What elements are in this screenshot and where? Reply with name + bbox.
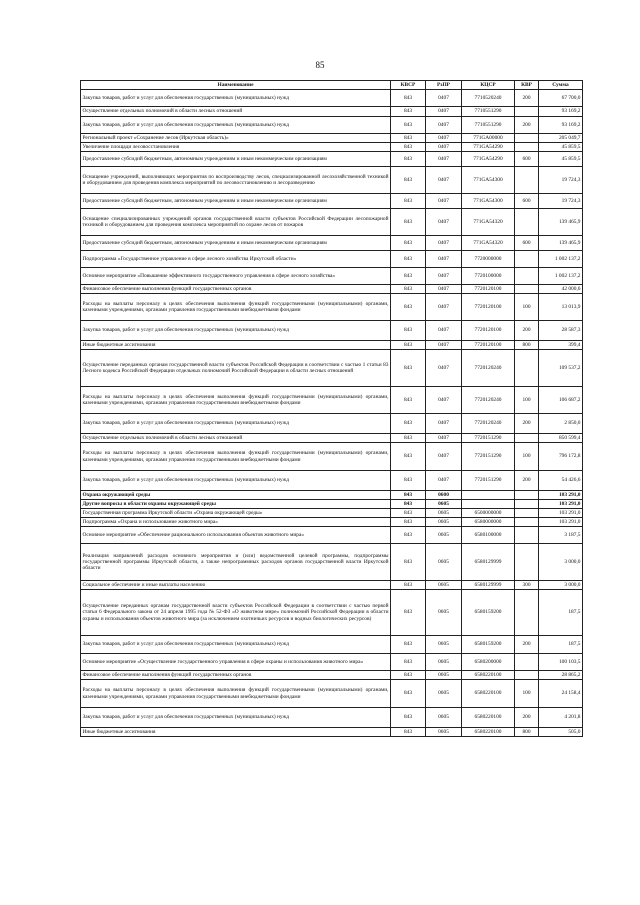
row-name: Предоставление субсидий бюджетным, автономным учреждениям и иным некоммерческим организациям	[81, 194, 391, 209]
row-rzpr: 0605	[426, 728, 462, 737]
row-rzpr: 0605	[426, 509, 462, 518]
row-rzpr: 0605	[426, 708, 462, 728]
row-name: Основное мероприятие «Осуществление государственного управления в сфере охраны и использования животного мира»	[81, 654, 391, 671]
header-rzpr: РзПР	[426, 81, 462, 90]
row-kvsr: 843	[391, 434, 426, 443]
header-sum: Сумма	[539, 81, 583, 90]
row-sum: 19 724,3	[539, 167, 583, 194]
row-rzpr: 0605	[426, 590, 462, 636]
table-row	[81, 500, 583, 509]
table-row	[81, 117, 583, 134]
table-row	[81, 236, 583, 251]
row-kvr: 600	[515, 236, 539, 251]
row-kcsr: 7720151290	[462, 471, 515, 491]
row-kvsr: 843	[391, 708, 426, 728]
row-sum: 19 724,3	[539, 194, 583, 209]
row-rzpr: 0407	[426, 194, 462, 209]
row-rzpr: 0605	[426, 636, 462, 654]
row-name: Реализация направлений расходов основного мероприятия и (или) ведомственной целевой программы, подпрограммы государственной программы Иркутской области, а также непрограммных расходов органов государственной власти Иркутской области	[81, 544, 391, 581]
row-rzpr: 0407	[426, 434, 462, 443]
row-name: Закупка товаров, работ и услуг для обеспечения государственных (муниципальных) нужд	[81, 414, 391, 434]
table-row	[81, 285, 583, 294]
row-kvsr: 843	[391, 350, 426, 387]
row-kvr: 200	[515, 636, 539, 654]
row-sum: 850 599,4	[539, 434, 583, 443]
row-sum: 796 172,8	[539, 443, 583, 471]
row-name: Финансовое обеспечение выполнения функций государственных органов	[81, 671, 391, 680]
row-name: Финансовое обеспечение выполнения функций государственных органов	[81, 285, 391, 294]
table-row	[81, 209, 583, 236]
row-kvr: 100	[515, 680, 539, 708]
table-row	[81, 654, 583, 671]
row-name: Расходы на выплаты персоналу в целях обеспечения выполнения функций государственными (муниципальными) органами, казенными учреждениями, органами управления государственными внебюджетными фондами	[81, 387, 391, 414]
row-sum: 3 000,0	[539, 544, 583, 581]
table-row	[81, 268, 583, 285]
row-rzpr: 0407	[426, 341, 462, 350]
row-rzpr: 0407	[426, 321, 462, 341]
row-name: Охрана окружающей среды	[81, 491, 391, 500]
row-kcsr: 6580220100	[462, 728, 515, 737]
row-kvsr: 843	[391, 671, 426, 680]
row-name: Закупка товаров, работ и услуг для обеспечения государственных (муниципальных) нужд	[81, 636, 391, 654]
row-rzpr: 0605	[426, 680, 462, 708]
row-name: Иные бюджетные ассигнования	[81, 341, 391, 350]
row-kvsr: 843	[391, 143, 426, 152]
row-sum: 28 865,2	[539, 671, 583, 680]
row-kcsr: 7720120100	[462, 321, 515, 341]
row-sum: 93 169,2	[539, 117, 583, 134]
row-sum: 13 013,9	[539, 294, 583, 321]
table-row	[81, 167, 583, 194]
row-sum: 1 002 137,2	[539, 251, 583, 268]
row-kvr	[515, 500, 539, 509]
row-name: Закупка товаров, работ и услуг для обеспечения государственных (муниципальных) нужд	[81, 708, 391, 728]
row-kvr: 100	[515, 387, 539, 414]
row-kcsr: 7720100000	[462, 268, 515, 285]
row-sum: 187,5	[539, 636, 583, 654]
row-kcsr: 7720151290	[462, 434, 515, 443]
row-kvr	[515, 527, 539, 544]
row-name: Предоставление субсидий бюджетным, автономным учреждениям и иным некоммерческим организациям	[81, 236, 391, 251]
table-row	[81, 671, 583, 680]
row-kcsr: 7720120100	[462, 341, 515, 350]
page-number: 85	[315, 60, 325, 70]
row-kvsr: 843	[391, 500, 426, 509]
row-kvr	[515, 509, 539, 518]
row-sum: 67 700,0	[539, 90, 583, 107]
row-name: Предоставление субсидий бюджетным, автономным учреждениям и иным некоммерческим организациям	[81, 152, 391, 167]
table-row	[81, 708, 583, 728]
row-sum: 3 187,5	[539, 527, 583, 544]
row-name: Другие вопросы в области охраны окружающей среды	[81, 500, 391, 509]
row-sum: 103 291,0	[539, 500, 583, 509]
row-rzpr: 0605	[426, 671, 462, 680]
row-kvr	[515, 167, 539, 194]
table-row	[81, 491, 583, 500]
row-name: Закупка товаров, работ и услуг для обеспечения государственных (муниципальных) нужд	[81, 90, 391, 107]
row-kcsr	[462, 500, 515, 509]
row-sum: 1 002 137,2	[539, 268, 583, 285]
row-kcsr: 771GA54320	[462, 209, 515, 236]
row-sum: 100 103,5	[539, 654, 583, 671]
table-header-row	[81, 81, 583, 90]
row-sum: 45 859,5	[539, 143, 583, 152]
row-sum: 187,5	[539, 590, 583, 636]
row-rzpr: 0407	[426, 471, 462, 491]
row-kvsr: 843	[391, 527, 426, 544]
row-kcsr: 7720151290	[462, 443, 515, 471]
row-kvr	[515, 107, 539, 117]
table-row	[81, 294, 583, 321]
row-sum: 205 049,7	[539, 134, 583, 143]
row-sum: 45 859,5	[539, 152, 583, 167]
row-kcsr: 7720120240	[462, 387, 515, 414]
row-name: Иные бюджетные ассигнования	[81, 728, 391, 737]
row-kcsr: 6580220100	[462, 671, 515, 680]
table-row	[81, 518, 583, 527]
row-kvsr: 843	[391, 90, 426, 107]
row-kvsr: 843	[391, 194, 426, 209]
row-rzpr: 0407	[426, 294, 462, 321]
row-kvr: 200	[515, 90, 539, 107]
row-sum: 505,0	[539, 728, 583, 737]
row-rzpr: 0407	[426, 350, 462, 387]
row-name: Социальное обеспечение и иные выплаты населению	[81, 581, 391, 590]
row-kcsr: 6580200000	[462, 654, 515, 671]
row-sum: 24 158,4	[539, 680, 583, 708]
row-kvsr: 843	[391, 518, 426, 527]
row-name: Закупка товаров, работ и услуг для обеспечения государственных (муниципальных) нужд	[81, 471, 391, 491]
row-rzpr: 0407	[426, 209, 462, 236]
row-name: Оснащение специализированных учреждений органов государственной власти субъектов Российской Федерации лесопожарной техникой и оборудованием для проведения комплекса мероприятий по охране лесов от пожаров	[81, 209, 391, 236]
row-kvr	[515, 544, 539, 581]
row-name: Осуществление отдельных полномочий в области лесных отношений	[81, 434, 391, 443]
row-kvr: 200	[515, 117, 539, 134]
table-row	[81, 321, 583, 341]
row-kvsr: 843	[391, 117, 426, 134]
row-sum: 139 465,9	[539, 236, 583, 251]
row-rzpr: 0407	[426, 387, 462, 414]
row-rzpr: 0407	[426, 117, 462, 134]
table-body	[81, 90, 583, 737]
row-kvr: 100	[515, 443, 539, 471]
row-kcsr: 6580129999	[462, 581, 515, 590]
row-kcsr: 6580129999	[462, 544, 515, 581]
row-kvsr: 843	[391, 285, 426, 294]
row-name: Осуществление переданных органам государственной власти субъектов Российской Федерации в соответствии с частью 1 статьи 83 Лесного кодекса Российской Федерации отдельных полномочий Российской Федерации в области лесных отношений	[81, 350, 391, 387]
row-kcsr: 7720120100	[462, 294, 515, 321]
row-kvsr: 843	[391, 236, 426, 251]
row-kcsr: 771GA00000	[462, 134, 515, 143]
row-kvr: 200	[515, 471, 539, 491]
row-kvr	[515, 590, 539, 636]
row-sum: 103 291,0	[539, 509, 583, 518]
row-rzpr: 0605	[426, 527, 462, 544]
row-kvsr: 843	[391, 321, 426, 341]
row-name: Основное мероприятие «Обеспечение рационального использования объектов животного мира»	[81, 527, 391, 544]
row-kvr: 600	[515, 194, 539, 209]
row-kcsr: 771GA54320	[462, 236, 515, 251]
row-kcsr: 771GA54290	[462, 143, 515, 152]
row-rzpr: 0605	[426, 581, 462, 590]
table-row	[81, 544, 583, 581]
table-row	[81, 350, 583, 387]
row-kcsr: 6580159200	[462, 590, 515, 636]
row-kvr	[515, 654, 539, 671]
row-kcsr: 771GA54300	[462, 167, 515, 194]
table-row	[81, 194, 583, 209]
row-kvr	[515, 491, 539, 500]
table-row	[81, 728, 583, 737]
row-rzpr: 0407	[426, 90, 462, 107]
row-kcsr: 771GA54290	[462, 152, 515, 167]
row-kcsr: 6580159200	[462, 636, 515, 654]
row-sum: 103 291,0	[539, 491, 583, 500]
row-kvsr: 843	[391, 443, 426, 471]
row-kcsr	[462, 491, 515, 500]
table-row	[81, 90, 583, 107]
row-sum: 2 850,0	[539, 414, 583, 434]
row-kvr	[515, 268, 539, 285]
row-kvsr: 843	[391, 509, 426, 518]
row-name: Основное мероприятие «Повышение эффективного государственного управления в сфере лесного хозяйства»	[81, 268, 391, 285]
row-kvsr: 843	[391, 268, 426, 285]
row-kvr	[515, 518, 539, 527]
row-kcsr: 6580100000	[462, 527, 515, 544]
row-kvsr: 843	[391, 152, 426, 167]
header-kcsr: КЦСР	[462, 81, 515, 90]
row-kvsr: 843	[391, 491, 426, 500]
row-name: Осуществление отдельных полномочий в области лесных отношений	[81, 107, 391, 117]
row-sum: 106 687,2	[539, 387, 583, 414]
row-rzpr: 0407	[426, 152, 462, 167]
row-kcsr: 7720120100	[462, 285, 515, 294]
row-kvsr: 843	[391, 414, 426, 434]
row-kvsr: 843	[391, 680, 426, 708]
budget-table	[80, 80, 583, 737]
row-kvr	[515, 134, 539, 143]
row-kcsr: 6500000000	[462, 509, 515, 518]
row-kvr: 800	[515, 728, 539, 737]
row-kcsr: 6580000000	[462, 518, 515, 527]
row-kcsr: 7720120240	[462, 350, 515, 387]
row-name: Осуществление переданных органам государственной власти субъектов Российской Федерации в соответствии с частью первой статьи 6 Федерального закона от 24 апреля 1995 года № 52-ФЗ «О животном мире» полномочий Российской Федерации в области охраны и использования объектов животного мира (за исключением охотничьих ресурсов и водных биологических ресурсов)	[81, 590, 391, 636]
row-kvsr: 843	[391, 590, 426, 636]
row-name: Расходы на выплаты персоналу в целях обеспечения выполнения функций государственными (муниципальными) органами, казенными учреждениями, органами управления государственными внебюджетными фондами	[81, 680, 391, 708]
row-rzpr: 0407	[426, 236, 462, 251]
table-row	[81, 527, 583, 544]
row-kvr	[515, 285, 539, 294]
row-kvr	[515, 350, 539, 387]
row-sum: 103 291,0	[539, 518, 583, 527]
row-name: Государственная программа Иркутской области «Охрана окружающей среды»	[81, 509, 391, 518]
table-row	[81, 107, 583, 117]
row-kvsr: 843	[391, 107, 426, 117]
row-rzpr: 0407	[426, 268, 462, 285]
row-kvr	[515, 251, 539, 268]
row-kvr: 300	[515, 581, 539, 590]
row-kcsr: 7720000000	[462, 251, 515, 268]
row-kvsr: 843	[391, 134, 426, 143]
row-rzpr: 0407	[426, 443, 462, 471]
row-kvsr: 843	[391, 544, 426, 581]
row-rzpr: 0407	[426, 414, 462, 434]
row-kvsr: 843	[391, 294, 426, 321]
row-rzpr: 0605	[426, 654, 462, 671]
row-kvr: 200	[515, 414, 539, 434]
table-row	[81, 636, 583, 654]
row-sum: 399,4	[539, 341, 583, 350]
table-row	[81, 143, 583, 152]
row-name: Региональный проект «Сохранение лесов (Иркутская область)»	[81, 134, 391, 143]
row-kvr: 800	[515, 341, 539, 350]
row-name: Подпрограмма «Охрана и использование животного мира»	[81, 518, 391, 527]
row-rzpr: 0407	[426, 107, 462, 117]
row-name: Закупка товаров, работ и услуг для обеспечения государственных (муниципальных) нужд	[81, 321, 391, 341]
row-sum: 93 169,2	[539, 107, 583, 117]
row-rzpr: 0407	[426, 143, 462, 152]
table-row	[81, 590, 583, 636]
table-row	[81, 134, 583, 143]
row-sum: 54 426,6	[539, 471, 583, 491]
row-rzpr: 0407	[426, 251, 462, 268]
row-kvsr: 843	[391, 341, 426, 350]
table-row	[81, 443, 583, 471]
row-kvsr: 843	[391, 209, 426, 236]
row-rzpr: 0407	[426, 285, 462, 294]
row-kvsr: 843	[391, 581, 426, 590]
row-kvr: 100	[515, 294, 539, 321]
row-sum: 28 587,3	[539, 321, 583, 341]
row-kvr: 200	[515, 321, 539, 341]
header-kvsr: КВСР	[391, 81, 426, 90]
table-row	[81, 434, 583, 443]
table-row	[81, 680, 583, 708]
row-rzpr: 0605	[426, 500, 462, 509]
row-kvsr: 843	[391, 654, 426, 671]
row-kvsr: 843	[391, 387, 426, 414]
row-kcsr: 7720120240	[462, 414, 515, 434]
row-kvsr: 843	[391, 167, 426, 194]
row-kvr: 200	[515, 708, 539, 728]
table-row	[81, 387, 583, 414]
row-sum: 109 537,2	[539, 350, 583, 387]
row-kcsr: 7710551290	[462, 117, 515, 134]
row-sum: 4 201,8	[539, 708, 583, 728]
table-row	[81, 471, 583, 491]
row-rzpr: 0605	[426, 518, 462, 527]
row-name: Увеличение площади лесовосстановления	[81, 143, 391, 152]
row-name: Расходы на выплаты персоналу в целях обеспечения выполнения функций государственными (муниципальными) органами, казенными учреждениями, органами управления государственными внебюджетными фондами	[81, 443, 391, 471]
row-name: Закупка товаров, работ и услуг для обеспечения государственных (муниципальных) нужд	[81, 117, 391, 134]
row-kvsr: 843	[391, 636, 426, 654]
row-kvr	[515, 209, 539, 236]
row-sum: 139 465,9	[539, 209, 583, 236]
table-row	[81, 251, 583, 268]
row-name: Подпрограмма «Государственное управление в сфере лесного хозяйства Иркутской области»	[81, 251, 391, 268]
row-rzpr: 0407	[426, 167, 462, 194]
row-sum: 42 000,6	[539, 285, 583, 294]
row-rzpr: 0407	[426, 134, 462, 143]
table-row	[81, 152, 583, 167]
row-kvsr: 843	[391, 251, 426, 268]
row-name: Оснащение учреждений, выполняющих мероприятия по воспроизводству лесов, специализированной лесохозяйственной техникой и оборудованием для проведения комплекса мероприятий по лесовосстановлению и лесоразведению	[81, 167, 391, 194]
row-kvr	[515, 143, 539, 152]
table-row	[81, 341, 583, 350]
row-kcsr: 7710551290	[462, 107, 515, 117]
table-row	[81, 414, 583, 434]
table-row	[81, 581, 583, 590]
row-rzpr: 0600	[426, 491, 462, 500]
row-kvr	[515, 671, 539, 680]
row-kvsr: 843	[391, 471, 426, 491]
table-row	[81, 509, 583, 518]
row-kcsr: 6580220100	[462, 680, 515, 708]
row-kvsr: 843	[391, 728, 426, 737]
row-kvr	[515, 434, 539, 443]
row-sum: 3 000,0	[539, 581, 583, 590]
header-kvr: КВР	[515, 81, 539, 90]
row-kvr: 600	[515, 152, 539, 167]
row-kcsr: 7710520240	[462, 90, 515, 107]
header-name: Наименование	[81, 81, 391, 90]
row-kcsr: 771GA54300	[462, 194, 515, 209]
row-kcsr: 6580220100	[462, 708, 515, 728]
row-name: Расходы на выплаты персоналу в целях обеспечения выполнения функций государственными (муниципальными) органами, казенными учреждениями, органами управления государственными внебюджетными фондами	[81, 294, 391, 321]
row-rzpr: 0605	[426, 544, 462, 581]
